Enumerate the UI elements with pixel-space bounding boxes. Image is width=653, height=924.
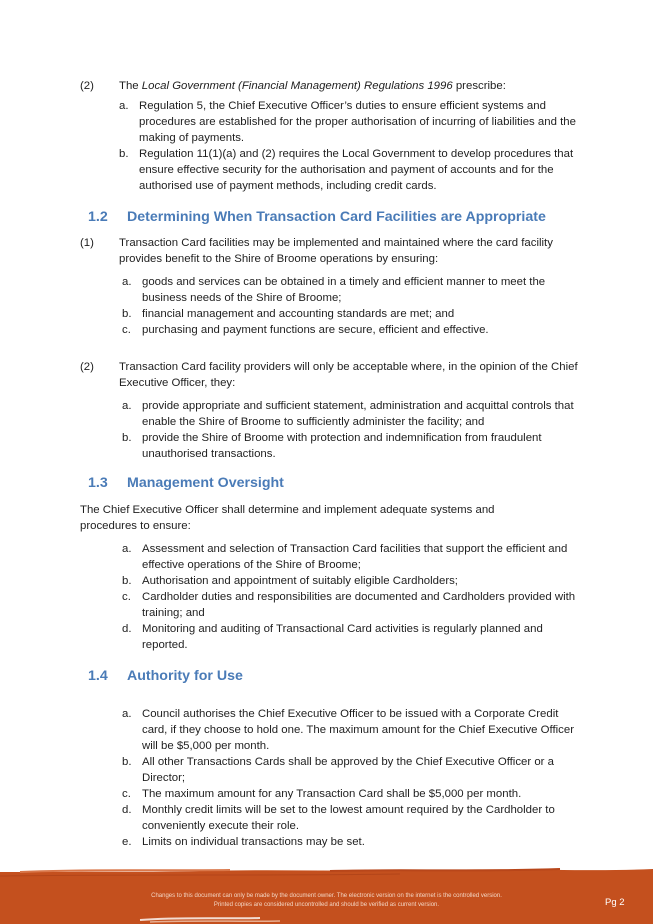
regulation-list (119, 98, 583, 194)
regulation-title: Local Government (Financial Management) Regulations 1996 (141, 80, 453, 92)
list-item: a. Assessment and selection of Transaction Card facilities that support the efficient and effective operations of the Shire of Broome; (122, 543, 568, 571)
footer-disclaimer: Changes to this document can only be made by the document owner. The electronic version on the internet is the controlled version. Printed copies are considered uncontrolled and should be verified as current version. (151, 893, 502, 908)
document-body (0, 78, 653, 850)
list-item: a. Regulation 5, the Chief Executive Officer’s duties to ensure efficient systems and procedures are established for the proper authorisation of incurring of liabilities and the making of payments. (119, 100, 576, 144)
list-item: b. Authorisation and appointment of suitably eligible Cardholders; (122, 575, 458, 587)
list-item: a. provide appropriate and sufficient statement, administration and acquittal controls that enable the Shire of Broome to sufficiently administer the facility; and (122, 400, 574, 428)
section-heading-1-4: 1.4 Authority for Use (88, 668, 243, 684)
paragraph-2-regulations (0, 78, 653, 194)
authority-list (0, 706, 653, 850)
paragraph-number: (2) (80, 80, 94, 92)
list-item: a. Council authorises the Chief Executive Officer to be issued with a Corporate Credit card, if they choose to hold one. The maximum amount for the Chief Executive Officer will be $5,000 per month. (122, 708, 575, 752)
list-item: b. All other Transactions Cards shall be approved by the Chief Executive Officer or a Director; (122, 756, 554, 784)
list-item: c. Cardholder duties and responsibilities are documented and Cardholders provided with training; and (122, 591, 576, 619)
paragraph-text: The Local Government (Financial Management) Regulations 1996 prescribe: (119, 80, 506, 92)
brush-stroke-decoration (0, 860, 653, 884)
list-item: b. Regulation 11(1)(a) and (2) requires the Local Government to develop procedures that ensure effective security for the authorisation and payment of accounts and for the authorised use of payment methods, including credit cards. (119, 148, 574, 192)
section-heading-1-2: 1.2 Determining When Transaction Card Facilities are Appropriate (88, 209, 546, 225)
page-number: Pg 2 (605, 897, 625, 908)
list-item: a. goods and services can be obtained in a timely and efficient manner to meet the business needs of the Shire of Broome; (122, 276, 546, 304)
ensuring-list (122, 274, 583, 338)
list-item: b. provide the Shire of Broome with protection and indemnification from fraudulent unauthorised transactions. (122, 432, 542, 460)
footer-bottom-decoration (0, 912, 653, 924)
paragraph-1-2-2: (2) Transaction Card facility providers will only be acceptable where, in the opinion of the Chief Executive Officer, they: a. provide appropriate and sufficient statement, administration and acquittal controls that enable the Shire of Broome to sufficiently administer the facility; and b. provide the Shire of Broome with protection and indemnification from fraudulent unauthorised transactions. (0, 359, 653, 462)
provider-list (122, 398, 583, 462)
list-item: c. purchasing and payment functions are secure, efficient and effective. (122, 324, 489, 336)
paragraph-1-2-1: (1) Transaction Card facilities may be implemented and maintained where the card facility provides benefit to the Shire of Broome operations by ensuring: a. goods and services can be obtained in a timely and efficient manner to meet the business needs of the Shire of Broome; b. financial management and accounting standards are met; and c. purchasing and payment functions are secure, efficient and effective. (0, 235, 653, 338)
management-intro: The Chief Executive Officer shall determine and implement adequate systems and procedures to ensure: (80, 504, 495, 532)
list-item: e. Limits on individual transactions may be set. (122, 836, 365, 848)
list-item: d. Monitoring and auditing of Transactional Card activities is regularly planned and reported. (122, 623, 543, 651)
list-item: d. Monthly credit limits will be set to the lowest amount required by the Cardholder to conveniently execute their role. (122, 804, 555, 832)
list-item: c. The maximum amount for any Transaction Card shall be $5,000 per month. (122, 788, 522, 800)
list-item: b. financial management and accounting standards are met; and (122, 308, 455, 320)
section-heading-1-3: 1.3 Management Oversight (88, 475, 284, 491)
oversight-list (0, 541, 653, 653)
